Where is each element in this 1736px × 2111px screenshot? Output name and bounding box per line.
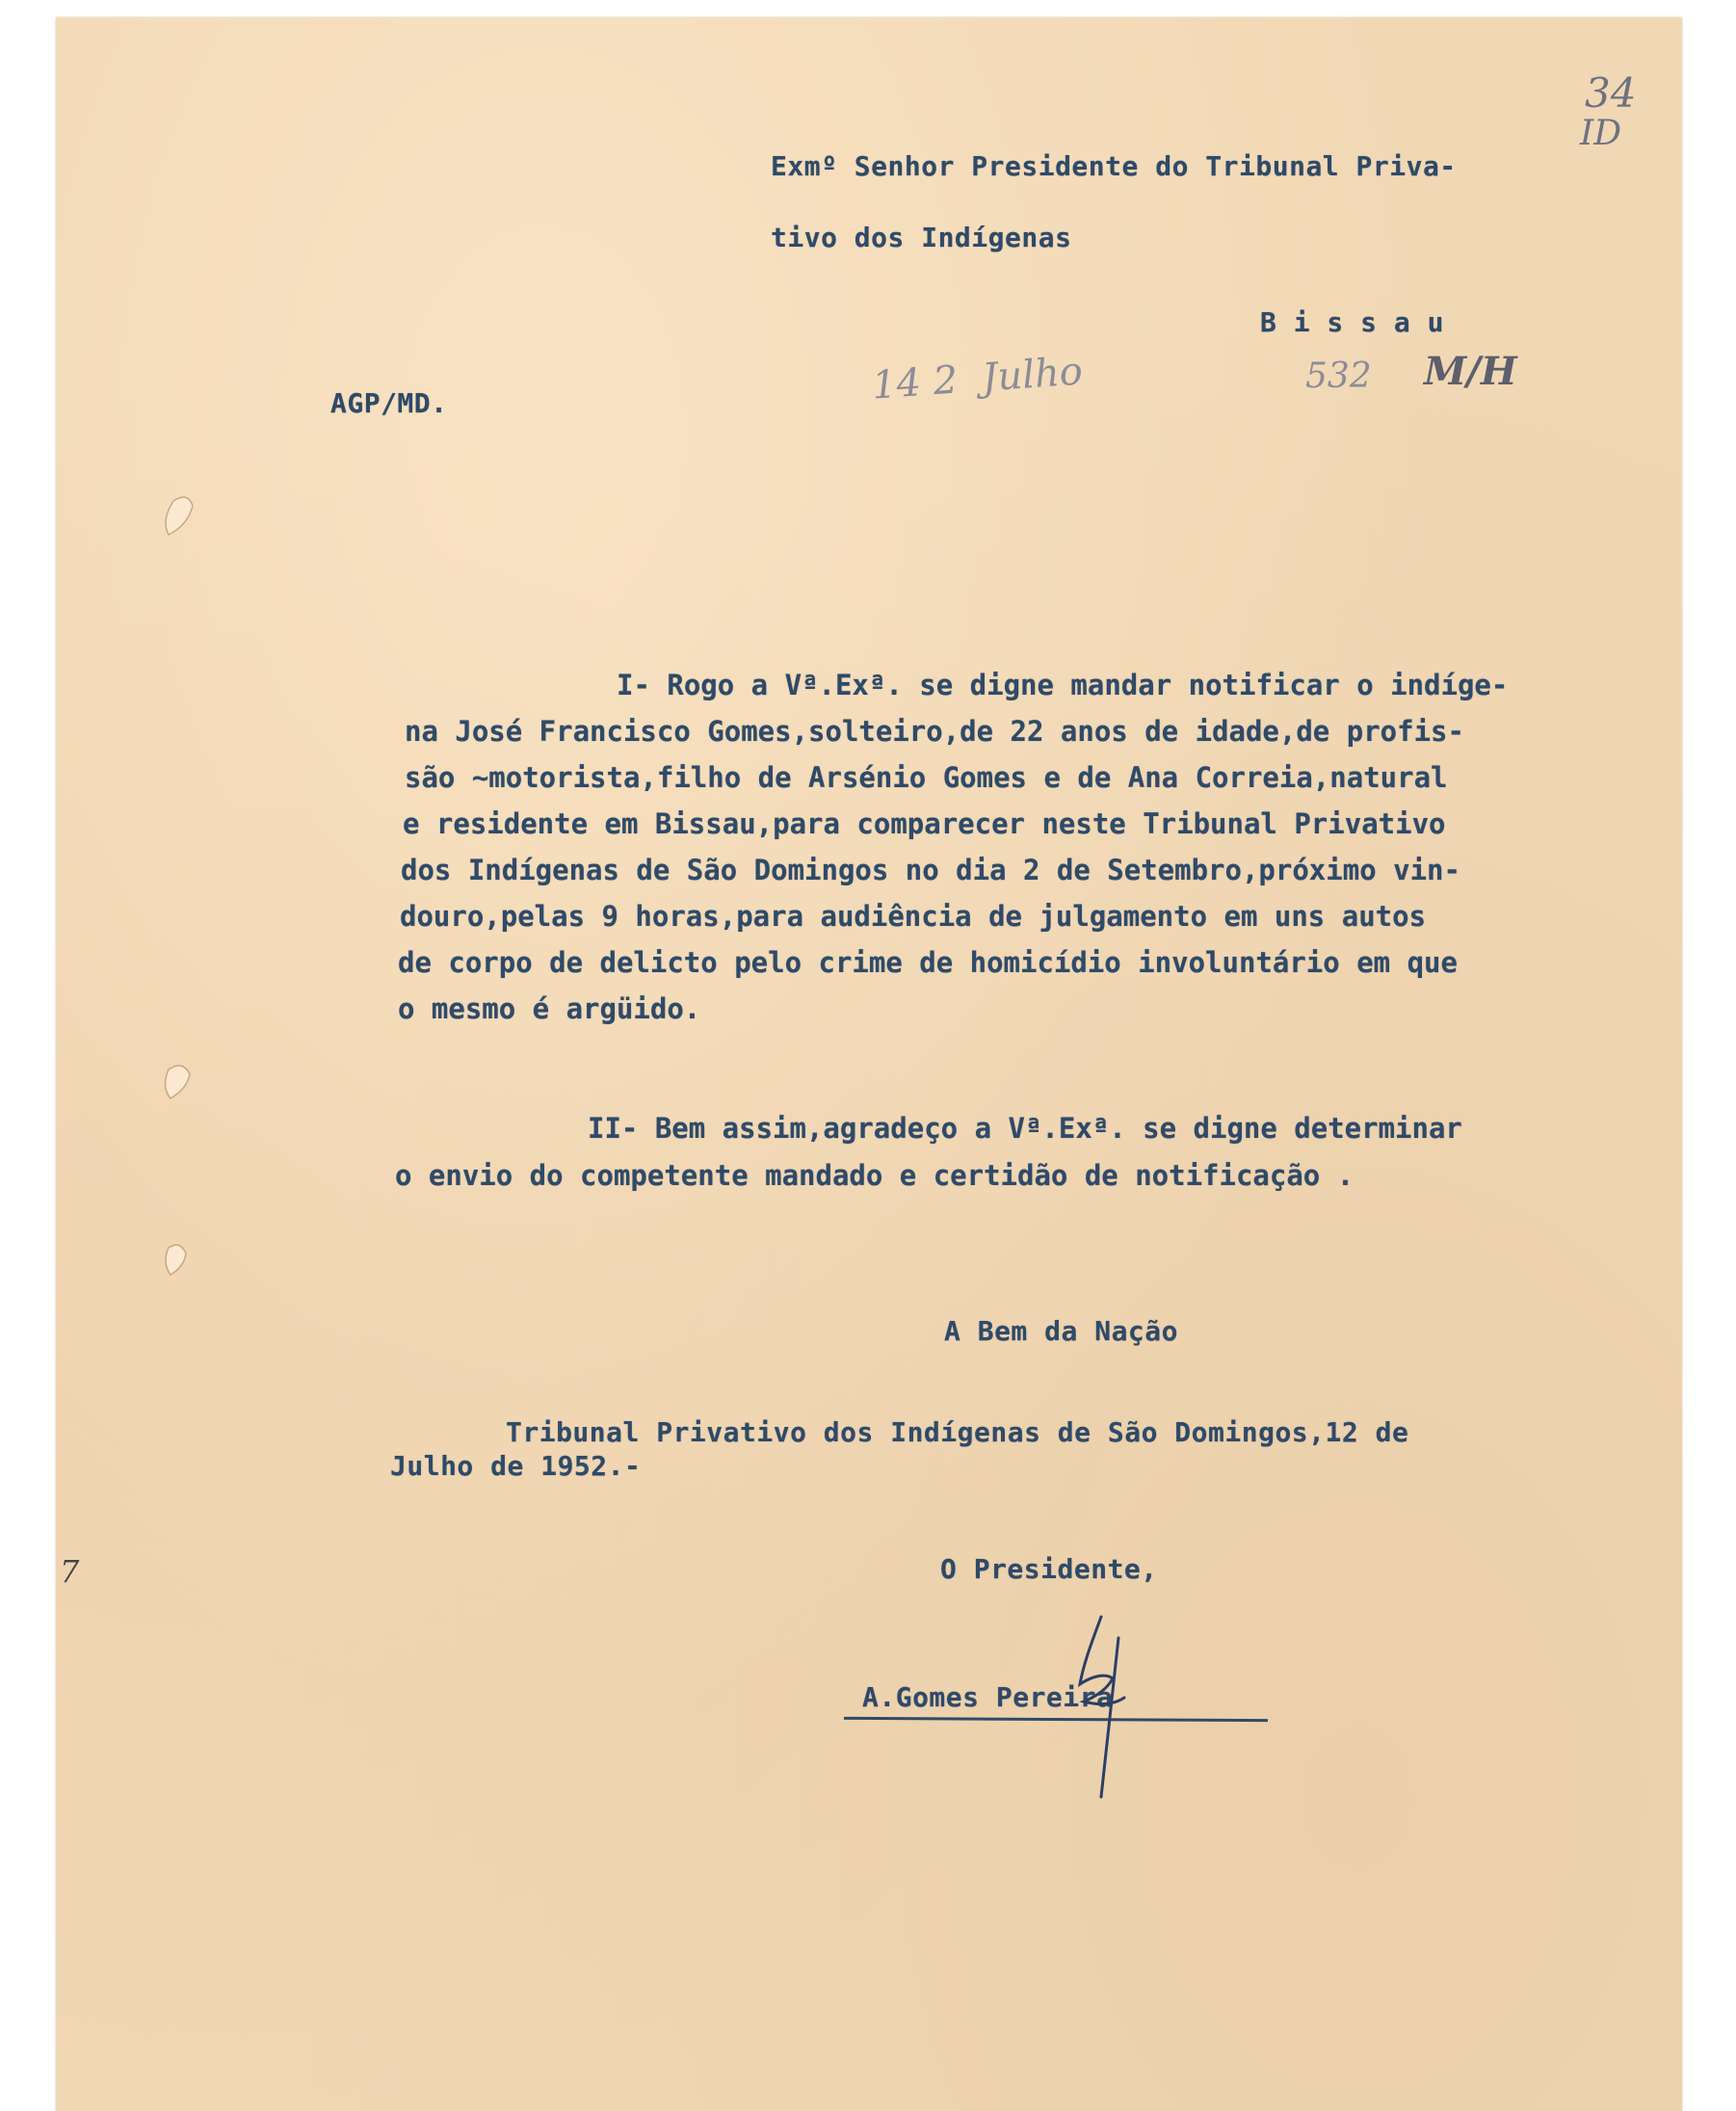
signatory-title: O Presidente,	[940, 1553, 1158, 1585]
signatory-name: A.Gomes Pereira	[862, 1681, 1114, 1713]
paragraph-2-line: o envio do competente mandado e certidão de notificação .	[395, 1159, 1355, 1192]
paragraph-1-line: douro,pelas 9 horas,para audiência de julgamento em uns autos	[400, 900, 1427, 933]
paragraph-1-line: de corpo de delicto pelo crime de homicídio involuntário em que	[398, 946, 1458, 979]
reference-code: AGP/MD.	[330, 387, 448, 419]
handwritten-date: 14 2 Julho	[870, 349, 1085, 409]
handwritten-initials: M/H	[1424, 349, 1517, 394]
place-date-line-2: Julho de 1952.-	[390, 1450, 642, 1482]
place-date-line-1: Tribunal Privativo dos Indígenas de São Domingos,12 de	[506, 1416, 1409, 1448]
punch-hole-marks	[145, 462, 222, 1330]
place-name: B i s s a u	[1260, 306, 1444, 338]
addressee-line-1: Exmº Senhor Presidente do Tribunal Priva-	[771, 150, 1457, 182]
corner-mark: ID	[1580, 114, 1622, 153]
punch-hole-3	[166, 1245, 186, 1275]
paragraph-2-line: II- Bem assim,agradeço a Vª.Exª. se digne determinar	[588, 1112, 1462, 1145]
handwritten-signature	[1045, 1609, 1151, 1802]
corner-number: 34	[1585, 69, 1637, 117]
paragraph-1-line: são ~motorista,filho de Arsénio Gomes e de Ana Correia,natural	[405, 761, 1448, 794]
paragraph-1-line: o mesmo é argüido.	[398, 992, 701, 1025]
punch-hole-2	[165, 1066, 190, 1098]
closing-salutation: A Bem da Nação	[944, 1315, 1179, 1347]
paragraph-1-line: na José Francisco Gomes,solteiro,de 22 anos de idade,de profis-	[405, 715, 1464, 748]
punch-hole-1	[166, 497, 193, 535]
margin-mark: 7	[60, 1553, 80, 1590]
paragraph-1-line: I- Rogo a Vª.Exª. se digne mandar notificar o indíge-	[617, 669, 1509, 701]
addressee-line-2: tivo dos Indígenas	[771, 222, 1072, 253]
handwritten-number: 532	[1305, 356, 1372, 396]
paragraph-1-line: e residente em Bissau,para comparecer neste Tribunal Privativo	[403, 807, 1446, 840]
paragraph-1-line: dos Indígenas de São Domingos no dia 2 de Setembro,próximo vin-	[401, 854, 1460, 886]
